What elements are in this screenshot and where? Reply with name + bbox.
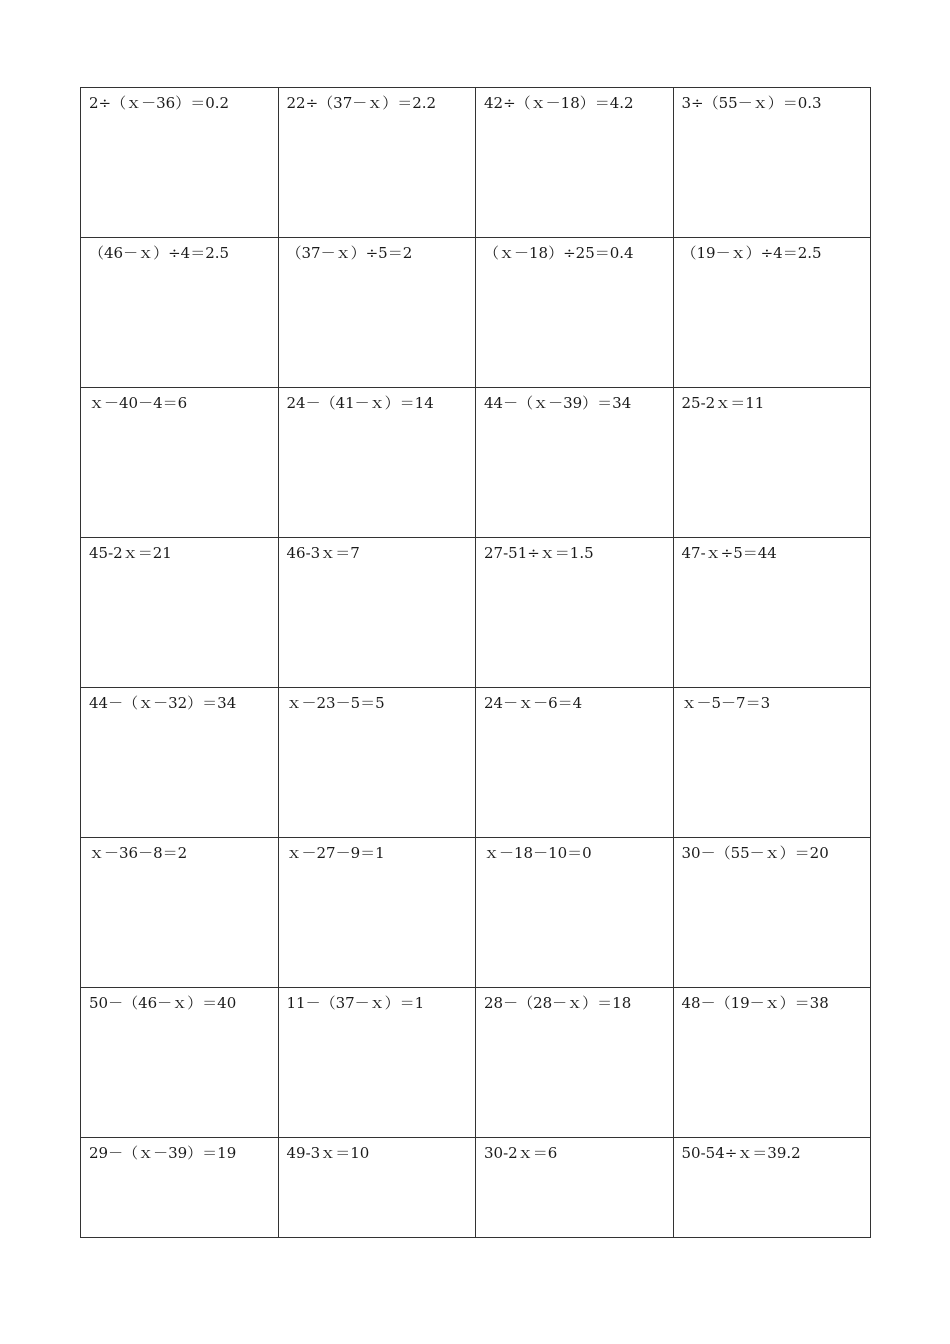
equation-cell: ｘ－27－9＝1 bbox=[278, 838, 476, 988]
worksheet-row bbox=[81, 238, 871, 388]
equation-cell: 29－（ｘ－39）＝19 bbox=[81, 1138, 279, 1238]
equation-cell: 49-3ｘ＝10 bbox=[278, 1138, 476, 1238]
equation-cell: 45-2ｘ＝21 bbox=[81, 538, 279, 688]
worksheet-row bbox=[81, 88, 871, 238]
equation-cell: ｘ－36－8＝2 bbox=[81, 838, 279, 988]
equation-cell: 30-2ｘ＝6 bbox=[476, 1138, 674, 1238]
equation-cell: 47-ｘ÷5＝44 bbox=[673, 538, 871, 688]
equation-cell: 24－ｘ－6＝4 bbox=[476, 688, 674, 838]
equation-cell: （ｘ－18）÷25＝0.4 bbox=[476, 238, 674, 388]
worksheet-row bbox=[81, 538, 871, 688]
equation-cell: 30－（55－ｘ）＝20 bbox=[673, 838, 871, 988]
equation-cell: 48－（19－ｘ）＝38 bbox=[673, 988, 871, 1138]
equation-cell: 28－（28－ｘ）＝18 bbox=[476, 988, 674, 1138]
worksheet-row bbox=[81, 838, 871, 988]
equation-cell: 25-2ｘ＝11 bbox=[673, 388, 871, 538]
equation-cell: 46-3ｘ＝7 bbox=[278, 538, 476, 688]
equation-cell: 22÷（37－ｘ）＝2.2 bbox=[278, 88, 476, 238]
equation-cell: ｘ－40－4＝6 bbox=[81, 388, 279, 538]
equation-cell: 27-51÷ｘ＝1.5 bbox=[476, 538, 674, 688]
equation-cell: 50－（46－ｘ）＝40 bbox=[81, 988, 279, 1138]
equation-cell: （46－ｘ）÷4＝2.5 bbox=[81, 238, 279, 388]
equation-cell: 42÷（ｘ－18）＝4.2 bbox=[476, 88, 674, 238]
equation-worksheet-table bbox=[80, 87, 871, 1238]
equation-cell: ｘ－23－5＝5 bbox=[278, 688, 476, 838]
equation-cell: 2÷（ｘ－36）＝0.2 bbox=[81, 88, 279, 238]
worksheet-row bbox=[81, 1138, 871, 1238]
equation-cell: 3÷（55－ｘ）＝0.3 bbox=[673, 88, 871, 238]
equation-cell: 11－（37－ｘ）＝1 bbox=[278, 988, 476, 1138]
equation-cell: ｘ－5－7＝3 bbox=[673, 688, 871, 838]
equation-cell: 50-54÷ｘ＝39.2 bbox=[673, 1138, 871, 1238]
equation-cell: 24－（41－ｘ）＝14 bbox=[278, 388, 476, 538]
equation-cell: 44－（ｘ－32）＝34 bbox=[81, 688, 279, 838]
equation-cell: （19－ｘ）÷4＝2.5 bbox=[673, 238, 871, 388]
equation-cell: ｘ－18－10＝0 bbox=[476, 838, 674, 988]
worksheet-row bbox=[81, 688, 871, 838]
equation-cell: （37－ｘ）÷5＝2 bbox=[278, 238, 476, 388]
worksheet-row bbox=[81, 388, 871, 538]
worksheet-row bbox=[81, 988, 871, 1138]
equation-cell: 44－（ｘ－39）＝34 bbox=[476, 388, 674, 538]
